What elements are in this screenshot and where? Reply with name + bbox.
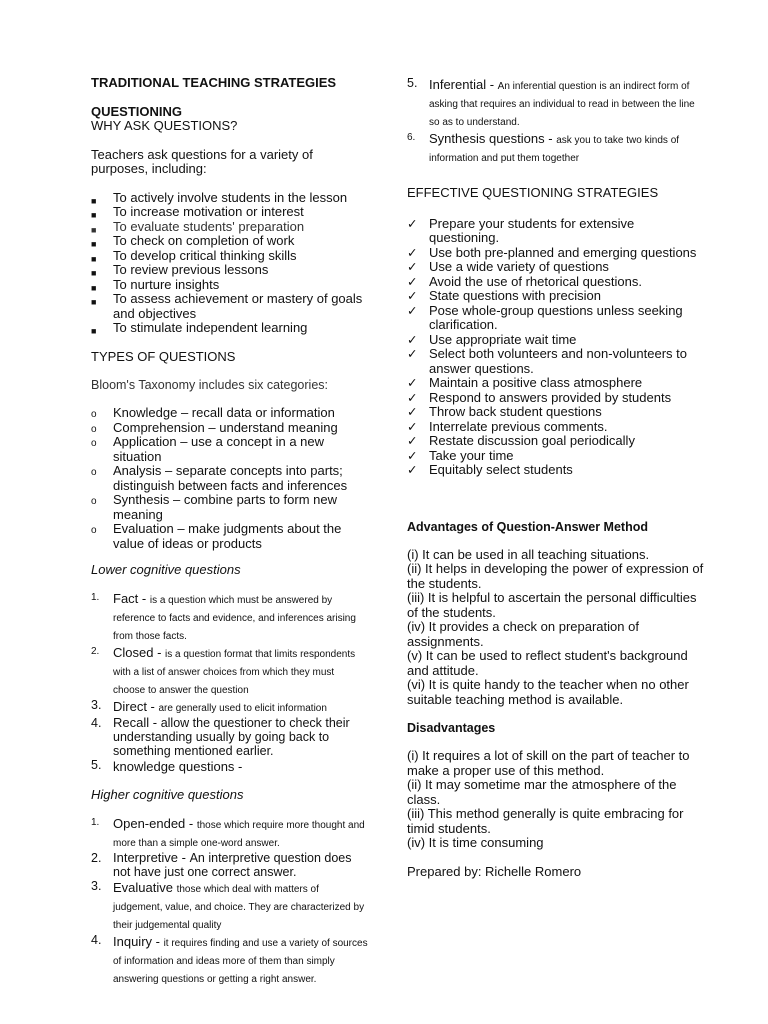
list-item: ✓ Interrelate previous comments. <box>407 418 608 434</box>
list-item: ■ To develop critical thinking skills <box>91 249 369 264</box>
bullet-square-icon: ■ <box>91 239 97 249</box>
list-item: ■ To assess achievement or mastery of goals and objectives <box>91 291 363 321</box>
bullet-square-icon: ■ <box>91 224 97 235</box>
list-item: ✓ Use both pre-planned and emerging questions <box>407 244 697 260</box>
questioning-heading: QUESTIONING <box>91 103 183 119</box>
bullet-square-icon: ■ <box>91 210 97 220</box>
list-item: ✓ Use a wide variety of questions <box>407 259 609 274</box>
list-item: ✓ Throw back student questions <box>407 404 602 419</box>
list-item: ■ To check on completion of work <box>91 234 369 249</box>
checkmark-icon: ✓ <box>407 274 418 289</box>
list-item: (i) It can be used in all teaching situations. <box>407 546 650 562</box>
bullet-square-icon: ■ <box>91 253 97 264</box>
checkmark-icon: ✓ <box>407 216 418 231</box>
list-item: o Evaluation – make judgments about the value of ideas or products <box>91 521 342 551</box>
checkmark-icon: ✓ <box>407 419 418 434</box>
list-item: 3. Evaluative those which deal with matters of judgement, value, and choice. They are characterized by their judgemental quality <box>91 879 365 931</box>
bullet-square-icon: ■ <box>91 326 97 336</box>
purposes-list <box>91 191 369 336</box>
checkmark-icon: ✓ <box>407 405 418 419</box>
list-item: ✓ Maintain a positive class atmosphere <box>407 375 643 390</box>
list-item: ✓ Select both volunteers and non-volunteers to answer questions. <box>407 346 688 376</box>
list-item: 1. Open-ended - those which require more thought and more than a simple one-word answer. <box>91 815 365 849</box>
higher-cognitive-list <box>91 815 369 988</box>
bloom-intro: Bloom's Taxonomy includes six categories: <box>91 378 328 392</box>
list-item: 4. Inquiry - it requires finding and use a variety of sources of information and ideas more of them than simply answering questions or getting a right answer. <box>91 933 368 985</box>
list-item: ✓ State questions with precision <box>407 288 601 303</box>
list-item: 6. Synthesis questions - ask you to take two kinds of information and put them together <box>407 131 680 164</box>
list-item: (iv) It is time consuming <box>407 835 544 850</box>
disadvantages-heading: Disadvantages <box>407 721 496 735</box>
checkmark-icon: ✓ <box>407 332 418 347</box>
list-item: o Synthesis – combine parts to form new meaning <box>91 492 337 522</box>
bullet-square-icon: ■ <box>91 268 97 278</box>
list-item: o Knowledge – recall data or information <box>91 406 369 421</box>
list-item: ✓ Equitably select students <box>407 462 573 477</box>
checkmark-icon: ✓ <box>407 463 418 477</box>
list-item: 3. Direct - are generally used to elicit information <box>91 697 327 714</box>
bullet-square-icon: ■ <box>91 195 97 206</box>
bullet-square-icon: ■ <box>91 297 97 307</box>
bloom-list <box>91 406 369 551</box>
disadvantages-list <box>407 749 707 851</box>
lower-cognitive-list <box>91 590 369 777</box>
list-item: ✓ Pose whole-group questions unless seeking clarification. <box>407 302 683 332</box>
list-item: 5. Inferential - An inferential question is an indirect form of asking that requires an individual to read in between the line so as to understand. <box>407 76 695 128</box>
list-item: o Comprehension – understand meaning <box>91 421 369 436</box>
checkmark-icon: ✓ <box>407 448 418 463</box>
checkmark-icon: ✓ <box>407 260 418 274</box>
checkmark-icon: ✓ <box>407 434 418 448</box>
list-item: (iii) It is helpful to ascertain the personal difficulties of the students. <box>407 590 697 620</box>
list-item: o Application – use a concept in a new situation <box>91 434 325 464</box>
bullet-circle-icon: o <box>91 525 97 536</box>
list-item: ■ To actively involve students in the lesson <box>91 191 369 206</box>
list-item: (v) It can be used to reflect student's background and attitude. <box>407 648 688 678</box>
list-item: ✓ Take your time <box>407 447 514 463</box>
list-item: (ii) It helps in developing the power of expression of the students. <box>407 561 704 591</box>
advantages-heading: Advantages of Question-Answer Method <box>407 519 648 534</box>
list-item: ■ To stimulate independent learning <box>91 321 369 336</box>
checkmark-icon: ✓ <box>407 289 418 303</box>
bullet-square-icon: ■ <box>91 282 97 293</box>
checkmark-icon: ✓ <box>407 376 418 390</box>
prepared-by: Prepared by: Richelle Romero <box>407 863 582 879</box>
why-ask-heading: WHY ASK QUESTIONS? <box>91 118 238 133</box>
lower-cognitive-heading: Lower cognitive questions <box>91 562 241 577</box>
list-item: (iv) It provides a check on preparation of assignments. <box>407 619 639 649</box>
list-item: 2. Interpretive - An interpretive question does not have just one correct answer. <box>91 849 352 879</box>
strategies-list <box>407 217 707 478</box>
left-column <box>91 76 369 987</box>
list-item: ■ To increase motivation or interest <box>91 205 369 220</box>
higher-cognitive-list-continued <box>407 76 707 166</box>
list-item: o Analysis – separate concepts into parts; distinguish between facts and inferences <box>91 463 348 493</box>
checkmark-icon: ✓ <box>407 390 418 405</box>
list-item: (vi) It is quite handy to the teacher when no other suitable teaching method is available. <box>407 677 689 707</box>
list-item: ■ To review previous lessons <box>91 263 369 278</box>
bullet-circle-icon: o <box>91 496 97 507</box>
types-heading: TYPES OF QUESTIONS <box>91 348 236 364</box>
checkmark-icon: ✓ <box>407 303 418 318</box>
list-item: (ii) It may sometime mar the atmosphere of the class. <box>407 777 677 807</box>
list-item: ✓ Use appropriate wait time <box>407 331 577 347</box>
right-column <box>407 76 707 879</box>
list-item: 1. Fact - is a question which must be answered by reference to facts and evidence, and inferences arising from those facts. <box>91 590 356 642</box>
higher-cognitive-heading: Higher cognitive questions <box>91 787 244 802</box>
bullet-circle-icon: o <box>91 438 97 449</box>
list-item: ✓ Prepare your students for extensive questioning. <box>407 215 635 245</box>
checkmark-icon: ✓ <box>407 347 418 361</box>
list-item: ✓ Restate discussion goal periodically <box>407 433 635 448</box>
advantages-list <box>407 548 707 708</box>
bullet-circle-icon: o <box>91 409 97 420</box>
document-title: TRADITIONAL TEACHING STRATEGIES <box>91 75 337 90</box>
list-item: 4. Recall - allow the questioner to check their understanding usually by going back to something mentioned earlier. <box>91 714 350 758</box>
intro-paragraph: Teachers ask questions for a variety of purposes, including: <box>91 146 313 176</box>
list-item: (iii) This method generally is quite embracing for timid students. <box>407 806 684 836</box>
checkmark-icon: ✓ <box>407 245 418 260</box>
list-item: ✓ Respond to answers provided by students <box>407 389 672 405</box>
list-item: 2. Closed - is a question format that limits respondents with a list of answer choices from which they must choose to answer the question <box>91 644 356 696</box>
list-item: 5. knowledge questions - <box>91 758 243 774</box>
list-item: ✓ Avoid the use of rhetorical questions. <box>407 273 642 289</box>
list-item: ■ To evaluate students' preparation <box>91 220 369 235</box>
list-item: ■ To nurture insights <box>91 278 369 293</box>
bullet-circle-icon: o <box>91 423 97 435</box>
list-item: (i) It requires a lot of skill on the part of teacher to make a proper use of this method. <box>407 748 690 778</box>
bullet-circle-icon: o <box>91 467 97 478</box>
effective-strategies-heading: EFFECTIVE QUESTIONING STRATEGIES <box>407 185 659 200</box>
